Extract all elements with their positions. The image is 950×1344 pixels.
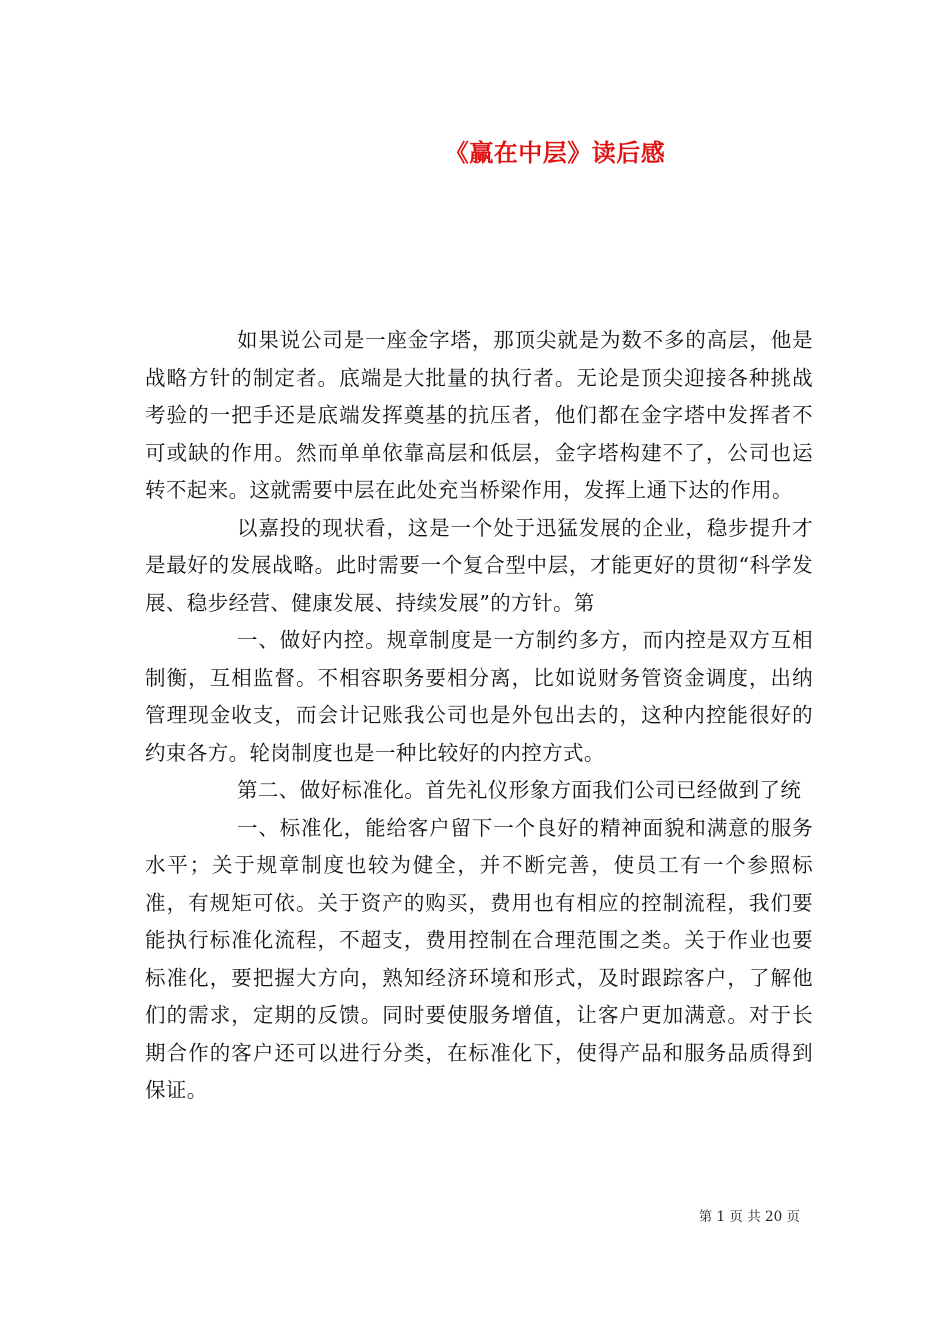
paragraph-1: 如果说公司是一座金字塔，那顶尖就是为数不多的高层，他是战略方针的制定者。底端是大批量的执行者。无论是顶尖迎接各种挑战考验的一把手还是底端发挥奠基的抗压者，他们都在金字塔中发挥者不可或缺的作用。然而单单依靠高层和低层，金字塔构建不了，公司也运转不起来。这就需要中层在此处充当桥梁作用，发挥上通下达的作用。: [145, 328, 813, 502]
document-title: 《赢在中层》读后感: [444, 138, 666, 167]
paragraph-3: 一、做好内控。规章制度是一方制约多方，而内控是双方互相制衡，互相监督。不相容职务要相分离，比如说财务管资金调度，出纳管理现金收支，而会计记账我公司也是外包出去的，这种内控能很好的约束各方。轮岗制度也是一种比较好的内控方式。: [145, 628, 813, 765]
document-body: [145, 322, 813, 1110]
page-number-footer: 第 1 页 共 20 页: [698, 1209, 800, 1225]
paragraph-2: 以嘉投的现状看，这是一个处于迅猛发展的企业，稳步提升才是最好的发展战略。此时需要一个复合型中层，才能更好的贯彻“科学发展、稳步经营、健康发展、持续发展”的方针。第: [145, 515, 813, 615]
paragraph-4: 第二、做好标准化。首先礼仪形象方面我们公司已经做到了统: [237, 778, 802, 802]
paragraph-5: 一、标准化，能给客户留下一个良好的精神面貌和满意的服务水平；关于规章制度也较为健全，并不断完善，使员工有一个参照标准，有规矩可依。关于资产的购买，费用也有相应的控制流程，我们要能执行标准化流程，不超支，费用控制在合理范围之类。关于作业也要标准化，要把握大方向，熟知经济环境和形式，及时跟踪客户，了解他们的需求，定期的反馈。同时要使服务增值，让客户更加满意。对于长期合作的客户还可以进行分类，在标准化下，使得产品和服务品质得到保证。: [145, 815, 813, 1102]
